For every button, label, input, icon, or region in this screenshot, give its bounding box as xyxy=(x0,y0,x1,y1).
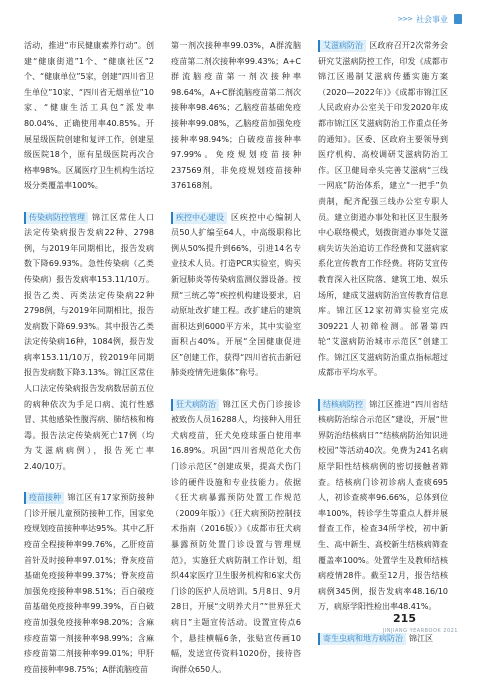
paragraph-text: 锦江区犬伤门诊接诊被致伤人员16288人，均接种入用狂犬病疫苗，狂犬免疫球蛋白使用率16.89%。巩固“四川省规范化犬伤门诊示范区”创建成果，提高犬伤门诊的硬件设施和专业技能力。依据《狂犬病暴露预防处置工作规范（2009年版）》《狂犬病预防控制技术指南（2016版）》《成都市狂犬病暴露预防处置门诊设置与管理规范》，实施狂犬病防制工作计划，组织44家医疗卫生服务机构和6家犬伤门诊的医护人员培训。5月8日、9月28日，开展“文明养犬月”“世界狂犬病日”主题宣传活动。设置宣传点6个，悬挂横幅6条，张贴宣传画10幅，发送宣传资料1020份，接待咨询群众650人。 xyxy=(171,399,301,674)
section-heading: 结核病防控 xyxy=(318,399,366,411)
paragraph-text: 锦江区有17家预防接种门诊开展儿童预防接种工作，国家免疫规划疫苗接种率达95%。其中乙肝疫苗全程接种率99.76%，乙肝疫苗首针及时接种率97.01%；脊灰疫苗基础免疫接种率99.37%；脊灰疫苗加强免疫接种率98.51%；百白破疫苗基础免疫接种率99.39%，百白破疫苗加强免疫接种率98.20%；含麻疹疫苗第一剂接种率98.99%；含麻疹疫苗第二剂接种率99.01%；甲肝疫苗接种率98.75%；A群流脑疫苗 xyxy=(24,493,154,674)
paragraph xyxy=(24,210,154,475)
paragraph-text: 锦江区推进“四川省结核病防治综合示范区”建设，开展“世界防治结核病日”“结核病防治知识进校园”等活动40次。免费为241名病原学阳性结核病例的密切接触者筛查。结核病门诊初诊病人查痰695人，初诊查痰率96.66%，总体到位率100%，转诊学生等重点人群并展督查工作，检查34所学校，初中新生、高中新生、高校新生结核病筛查覆盖率100%。处置学生及教师结核病疫情28件。截至12月，报告结核病例345例，报告发病率48.16/10万，病原学阳性检出率48.41%。 xyxy=(318,399,448,612)
paragraph-text: 锦江区常住人口法定传染病报告发病22种、2798例，与2019年同期相比，报告发病数下降69.93%。急性传染病（乙类传染病）报告发病率153.11/10万。报告乙类、丙类法定传染病22种2798例，与2019年同期相比，报告发病数下降69.93%。其中报告乙类法定传染病16种，1084例，报告发病率153.11/10万，较2019年同期报告发病数下降3.13%。锦江区常住人口法定传染病报告发病数居前五位的病种依次为手足口病、流行性感冒、其他感染性腹泻病、肺结核和梅毒。报告法定传染病死亡17例（均为艾滋病病例），报告死亡率2.40/10万。 xyxy=(24,212,154,472)
text-column-2 xyxy=(171,38,301,677)
page-header xyxy=(397,12,462,26)
paragraph xyxy=(171,397,301,677)
text-column-1 xyxy=(24,38,154,677)
section-heading: 传染病防控管理 xyxy=(24,212,88,224)
section-arrows: >>> xyxy=(397,15,412,23)
paragraph xyxy=(171,210,301,382)
section-heading: 艾滋病防治 xyxy=(318,40,366,52)
section-heading: 疾控中心建设 xyxy=(171,212,227,224)
paragraph-text: 锦江区 xyxy=(409,633,433,643)
section-tab-marker xyxy=(454,14,462,24)
section-heading: 寄生虫病和地方病防治 xyxy=(318,633,406,645)
paragraph xyxy=(171,38,301,194)
paragraph xyxy=(24,490,154,677)
yearbook-subtitle: JINJIANG YEARBOOK 2021 xyxy=(382,628,458,634)
paragraph-text: 区疾控中心编制人员50人扩编至64人，中高级职称比例从50%提升到66%，引进14名专业技术人员。打造PCR实验室，购买新冠肺炎等传染病监测仪器设备。按照“三统乙等”疾控机构建设要求，启动原址改扩建工程。改扩建后的建筑面积达到6000平方米，其中实验室面积占40%。开展“全国健康促进区”创建工作，获得“四川省抗击新冠肺炎疫情先进集体”称号。 xyxy=(171,212,301,378)
paragraph xyxy=(318,38,448,381)
page-number: 215 xyxy=(393,612,416,625)
paragraph-text: 区政府召开2次常务会研究艾滋病防控工作，印发《成都市锦江区遏制艾滋病传播实施方案（2020—2022年）》《成都市锦江区人民政府办公室关于印发2020年成都市锦江区艾滋病防治工作重点任务的通知》。区委、区政府主要领导到医疗机构、高校调研艾滋病防治工作。区卫健局牵头完善艾滋病“三线一网底”防治体系，建立“一把手”负责制，配齐配强三线办公室专职人员。建立街道办事处和社区卫生服务中心联络模式，划拨街道办事处艾滋病失访失治追访工作经费和艾滋病家系化宣传教育工作经费。将防艾宣传教育深入社区院落、建筑工地、娱乐场所，建成艾滋病防治宣传教育信息库。锦江区12家初筛实验室完成309221人初筛检测。部署第四轮“艾滋病防治城市示范区”创建工作。锦江区艾滋病防治重点指标超过成都市平均水平。 xyxy=(318,41,448,378)
paragraph-text: 第一剂次接种率99.03%，A群流脑疫苗第二剂次接种率99.43%；A+C群流脑疫苗第一剂次接种率98.64%，A+C群流脑疫苗第二剂次接种率98.46%；乙脑疫苗基础免疫接种率99.08%，乙脑疫苗加强免疫接种率98.94%；白破疫苗接种率97.99%。免疫规划疫苗接种237569剂，非免疫规划疫苗接种376168剂。 xyxy=(171,41,301,191)
section-heading: 疫苗接种 xyxy=(24,492,64,504)
section-heading: 狂犬病防治 xyxy=(171,399,219,411)
paragraph xyxy=(318,397,448,615)
text-column-3 xyxy=(318,38,448,646)
paragraph-text: 活动，推进“市民健康素养行动”。创建“健康街道”1个、“健康社区”2个、“健康单位”5家，创建“四川省卫生单位”10家、“四川省无烟单位”10家、“健康生活工具包”派发率80.04%、正确使用率40.85%。开展星级医院创建和复评工作，创建星级医院18个，原有星级医院再次合格率98%。区属医疗卫生机构生活垃圾分类覆盖率100%。 xyxy=(24,41,154,191)
section-title: 社会事业 xyxy=(416,14,448,24)
paragraph xyxy=(24,38,154,194)
